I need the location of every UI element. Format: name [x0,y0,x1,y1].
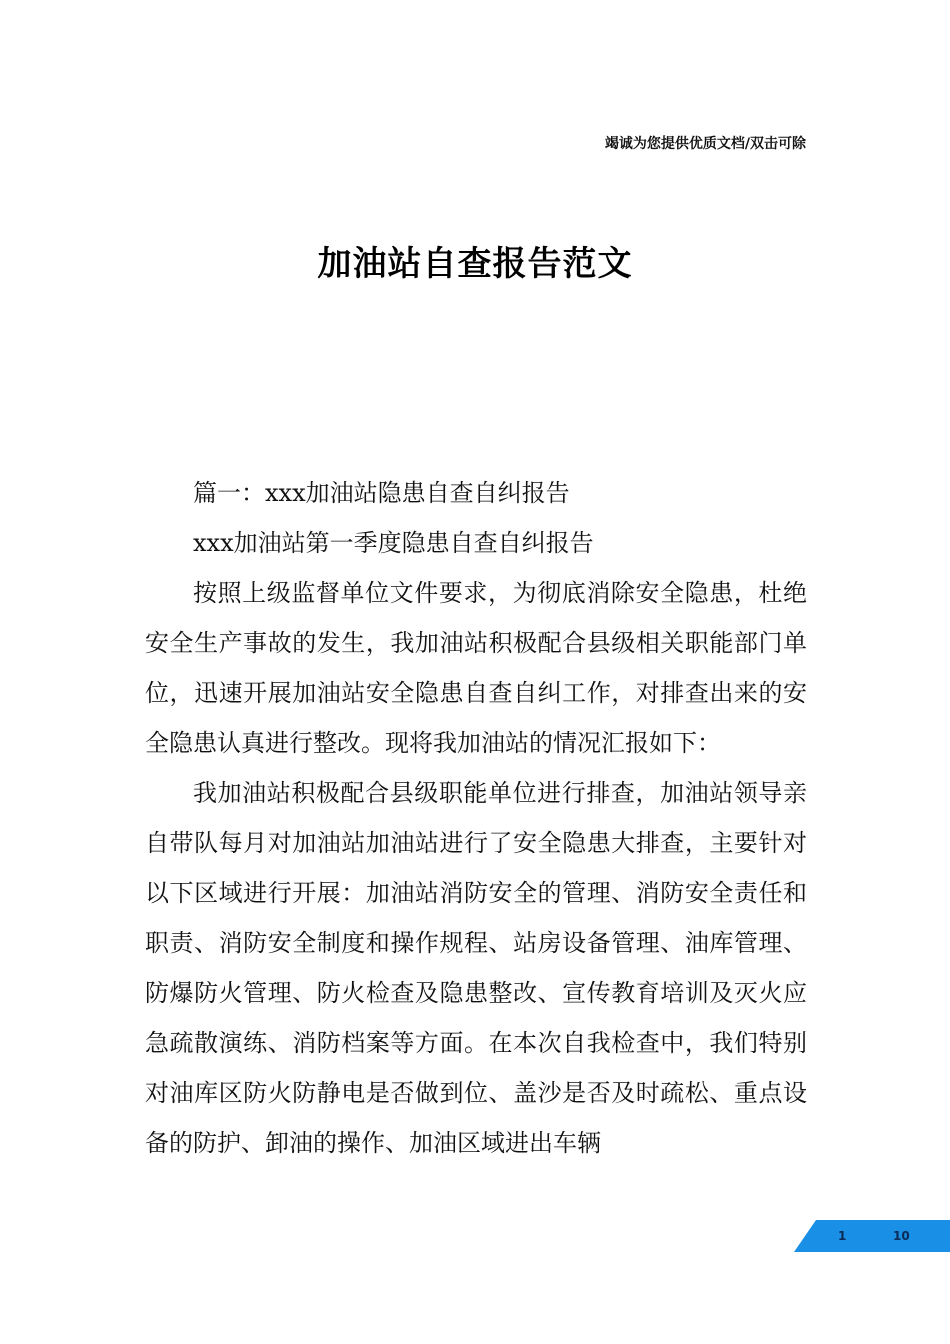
paragraph-4: 我加油站积极配合县级职能单位进行排查，加油站领导亲自带队每月对加油站加油站进行了安全隐患大排查，主要针对以下区域进行开展：加油站消防安全的管理、消防安全责任和职责、消防安全制度和操作规程、站房设备管理、油库管理、防爆防火管理、防火检查及隐患整改、宣传教育培训及灭火应急疏散演练、消防档案等方面。在本次自我检查中，我们特别对油库区防火防静电是否做到位、盖沙是否及时疏松、重点设备的防护、卸油的操作、加油区域进出车辆 [145,779,807,1157]
paragraph-2: xxx加油站第一季度隐患自查自纠报告 [193,529,594,557]
paragraph-1: 篇一：xxx加油站隐患自查自纠报告 [193,479,570,507]
header-note: 竭诚为您提供优质文档/双击可除 [604,136,806,152]
page-total: 10 [893,1229,910,1243]
document-body [145,468,807,1168]
document-title: 加油站自查报告范文 [317,244,633,284]
footer-page-bar [794,1220,950,1252]
page-number: 1 [838,1229,847,1243]
paragraph-3: 按照上级监督单位文件要求，为彻底消除安全隐患，杜绝安全生产事故的发生，我加油站积极配合县级相关职能部门单位，迅速开展加油站安全隐患自查自纠工作，对排查出来的安全隐患认真进行整改。现将我加油站的情况汇报如下： [145,579,807,757]
footer-bar-shape [794,1220,950,1252]
